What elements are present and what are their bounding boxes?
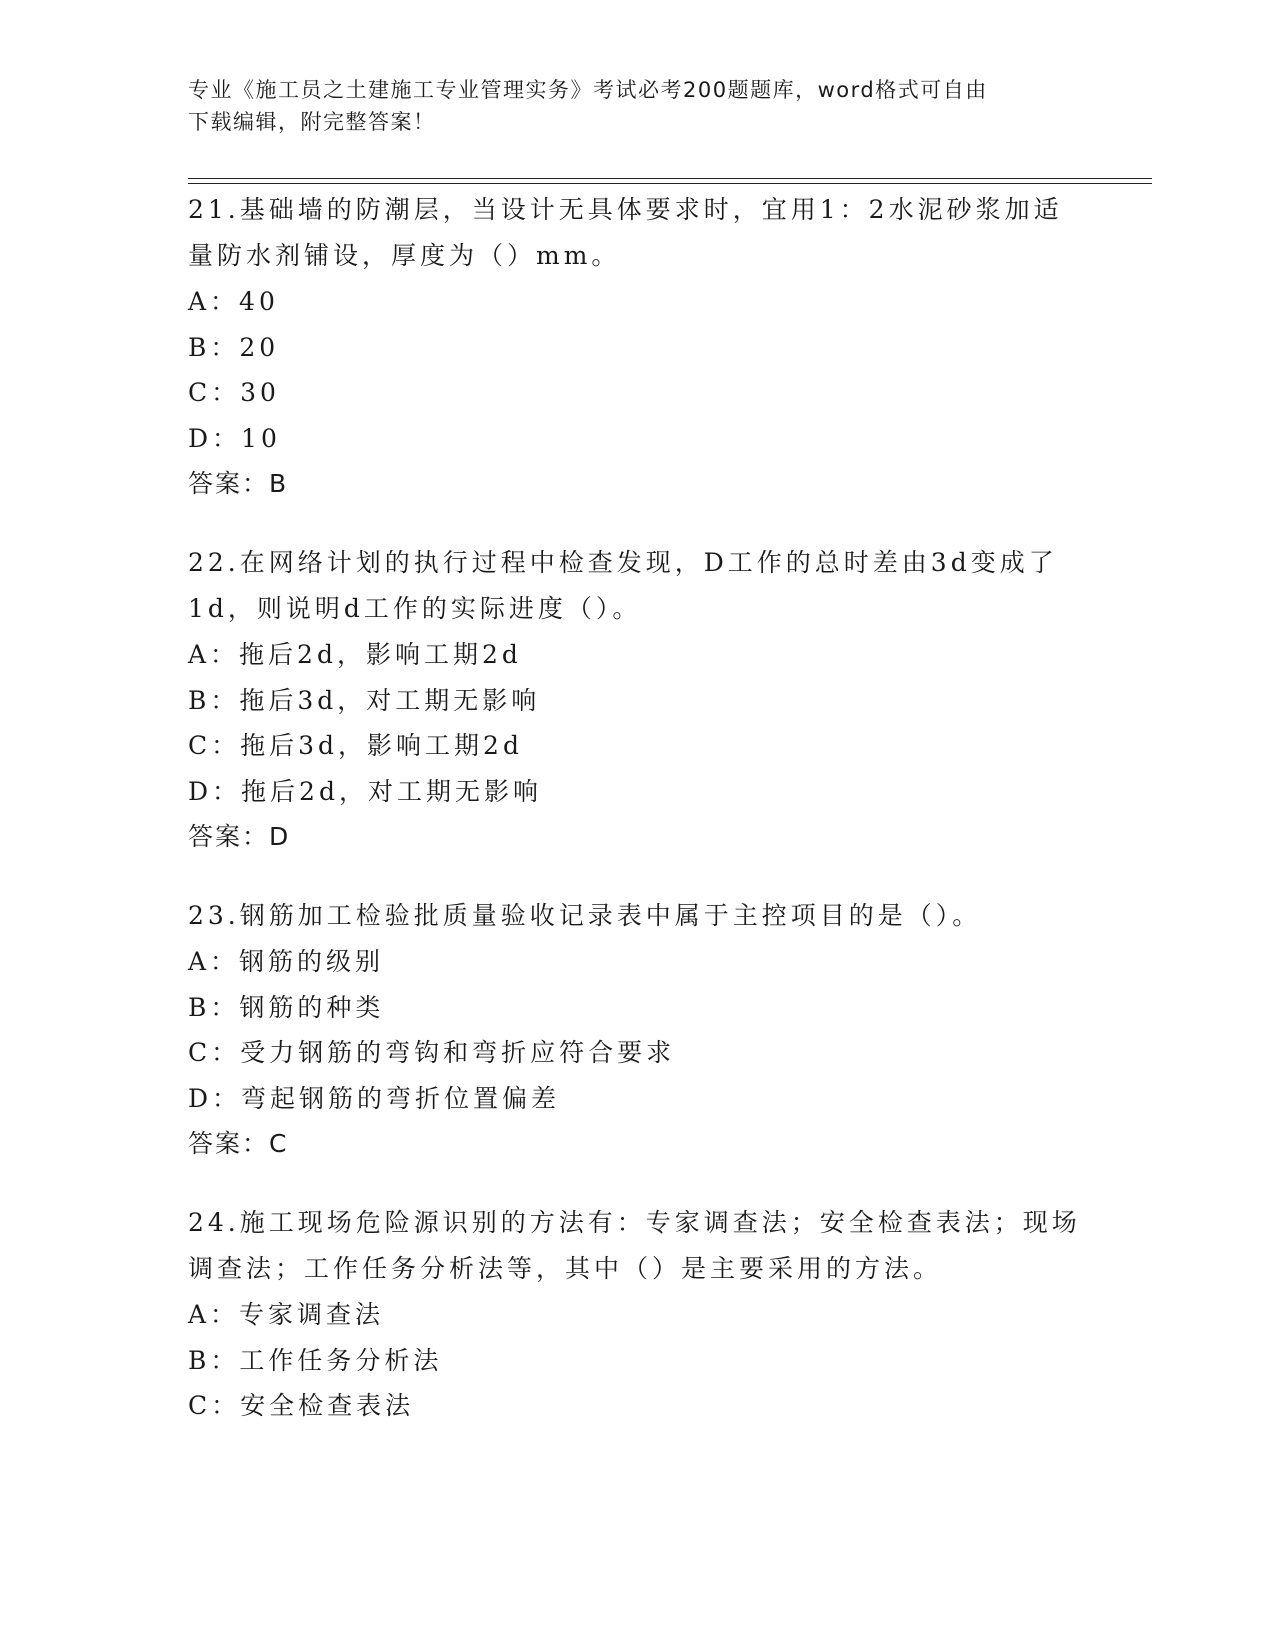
option-a: A：拖后2d，影响工期2d — [188, 640, 522, 669]
option-b: B：工作任务分析法 — [188, 1345, 443, 1375]
option-b: B：20 — [188, 332, 280, 362]
option-a: A：40 — [188, 287, 279, 316]
option-a: A：专家调查法 — [188, 1300, 385, 1329]
question-stem-line: 23.钢筋加工检验批质量验收记录表中属于主控项目的是（）。 — [188, 901, 982, 930]
question-21 — [188, 187, 1088, 506]
option-d: D：拖后2d，对工期无影响 — [188, 776, 542, 806]
option-d: D：弯起钢筋的弯折位置偏差 — [188, 1083, 561, 1113]
option-d: D：10 — [188, 423, 281, 453]
question-22 — [188, 540, 1088, 859]
option-b: B：拖后3d，对工期无影响 — [188, 685, 541, 715]
question-stem-line: 21.基础墙的防潮层，当设计无具体要求时，宜用1：2水泥砂浆加适 — [188, 195, 1063, 224]
option-c: C：30 — [188, 378, 280, 407]
option-b: B：钢筋的种类 — [188, 992, 385, 1022]
header-divider-bottom — [188, 183, 1152, 184]
question-23 — [188, 893, 1088, 1166]
option-a: A：钢筋的级别 — [188, 947, 385, 976]
question-stem-line: 调查法；工作任务分析法等，其中（）是主要采用的方法。 — [188, 1254, 943, 1283]
option-c: C：受力钢筋的弯钩和弯折应符合要求 — [188, 1038, 676, 1067]
question-stem-line: 24.施工现场危险源识别的方法有：专家调查法；安全检查表法；现场 — [188, 1208, 1081, 1237]
header-line-2: 下载编辑，附完整答案！ — [188, 110, 436, 134]
header-line-1: 专业《施工员之土建施工专业管理实务》考试必考200题题库，word格式可自由 — [188, 78, 988, 102]
header-divider-top — [188, 178, 1152, 179]
question-list — [188, 187, 1088, 1463]
option-c: C：拖后3d，影响工期2d — [188, 731, 523, 760]
question-24 — [188, 1200, 1088, 1429]
question-stem-line: 22.在网络计划的执行过程中检查发现，D工作的总时差由3d变成了 — [188, 548, 1058, 577]
question-stem-line: 1d，则说明d工作的实际进度（）。 — [188, 594, 642, 623]
document-header — [188, 74, 1068, 138]
option-c: C：安全检查表法 — [188, 1391, 415, 1420]
answer-line: 答案：D — [188, 822, 291, 851]
answer-line: 答案：C — [188, 1129, 289, 1158]
question-stem-line: 量防水剂铺设，厚度为（）mm。 — [188, 241, 621, 270]
answer-line: 答案：B — [188, 469, 289, 498]
